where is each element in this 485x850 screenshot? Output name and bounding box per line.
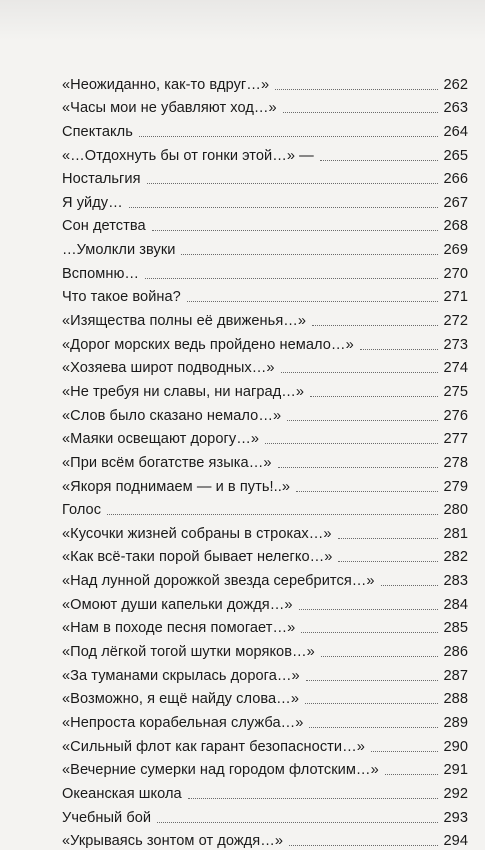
- toc-entry-page-number: 284: [444, 596, 469, 614]
- toc-entry-title: Спектакль: [62, 123, 133, 141]
- dot-leader: [301, 632, 437, 633]
- toc-entry-title: «Возможно, я ещё найду слова…»: [62, 690, 299, 708]
- toc-entry: [62, 401, 468, 425]
- toc-entry-title: «За туманами скрылась дорога…»: [62, 667, 300, 685]
- toc-entry-page-number: 294: [444, 832, 469, 850]
- dot-leader: [371, 751, 438, 752]
- toc-entry-page-number: 282: [444, 548, 469, 566]
- toc-entry-page-number: 279: [444, 478, 469, 496]
- toc-entry-title: «Сильный флот как гарант безопасности…»: [62, 738, 365, 756]
- toc-entry: [62, 141, 468, 165]
- dot-leader: [152, 230, 438, 231]
- toc-entry-title: Ностальгия: [62, 170, 141, 188]
- toc-entry: [62, 803, 468, 827]
- dot-leader: [305, 703, 438, 704]
- toc-entry-title: «Изящества полны её движенья…»: [62, 312, 306, 330]
- dot-leader: [147, 183, 438, 184]
- toc-entry-title: «Нам в походе песня помогает…»: [62, 619, 295, 637]
- dot-leader: [321, 656, 438, 657]
- toc-entry: [62, 614, 468, 638]
- toc-entry-page-number: 286: [444, 643, 469, 661]
- toc-entry-page-number: 273: [444, 336, 469, 354]
- toc-entry-page-number: 274: [444, 359, 469, 377]
- toc-entry: [62, 448, 468, 472]
- toc-entry-title: «Вечерние сумерки над городом флотским…»: [62, 761, 379, 779]
- dot-leader: [278, 467, 438, 468]
- toc-entry-title: «Маяки освещают дорогу…»: [62, 430, 259, 448]
- dot-leader: [299, 609, 438, 610]
- dot-leader: [338, 538, 438, 539]
- toc-entry-title: Океанская школа: [62, 785, 182, 803]
- dot-leader: [107, 514, 437, 515]
- toc-entry-title: «Кусочки жизней собраны в строках…»: [62, 525, 332, 543]
- toc-entry: [62, 235, 468, 259]
- dot-leader: [296, 491, 438, 492]
- toc-entry-title: …Умолкли звуки: [62, 241, 175, 259]
- toc-entry: [62, 212, 468, 236]
- toc-entry-page-number: 277: [444, 430, 469, 448]
- toc-entry: [62, 188, 468, 212]
- toc-entry-title: Голос: [62, 501, 101, 519]
- toc-entry: [62, 732, 468, 756]
- dot-leader: [265, 443, 437, 444]
- toc-entry-page-number: 266: [444, 170, 469, 188]
- toc-entry: [62, 94, 468, 118]
- toc-entry-page-number: 276: [444, 407, 469, 425]
- toc-entry-title: Учебный бой: [62, 809, 151, 827]
- toc-entry-page-number: 287: [444, 667, 469, 685]
- toc-entry: [62, 165, 468, 189]
- page-top-shadow: [0, 0, 485, 40]
- dot-leader: [312, 325, 437, 326]
- dot-leader: [281, 372, 438, 373]
- toc-entry-page-number: 280: [444, 501, 469, 519]
- dot-leader: [139, 136, 438, 137]
- dot-leader: [381, 585, 438, 586]
- toc-entry-title: Что такое война?: [62, 288, 181, 306]
- toc-entry-title: «Под лёгкой тогой шутки моряков…»: [62, 643, 315, 661]
- toc-entry: [62, 685, 468, 709]
- toc-entry-title: «Непроста корабельная служба…»: [62, 714, 303, 732]
- toc-entry: [62, 543, 468, 567]
- dot-leader: [275, 89, 437, 90]
- toc-entry-title: «Над лунной дорожкой звезда серебрится…»: [62, 572, 375, 590]
- toc-entry: [62, 283, 468, 307]
- toc-entry: [62, 70, 468, 94]
- toc-entry-page-number: 290: [444, 738, 469, 756]
- toc-entry-title: «Укрываясь зонтом от дождя…»: [62, 832, 283, 850]
- toc-entry-title: «Хозяева широт подводных…»: [62, 359, 275, 377]
- dot-leader: [145, 278, 437, 279]
- toc-entry: [62, 330, 468, 354]
- toc-entry-title: Я уйду…: [62, 194, 123, 212]
- toc-entry-title: «…Отдохнуть бы от гонки этой…» —: [62, 147, 314, 165]
- toc-entry-page-number: 262: [444, 76, 469, 94]
- toc-entry-title: «Часы мои не убавляют ход…»: [62, 99, 277, 117]
- toc-entry: [62, 566, 468, 590]
- toc-entry: [62, 425, 468, 449]
- toc-entry: [62, 259, 468, 283]
- dot-leader: [338, 561, 437, 562]
- toc-entry: [62, 519, 468, 543]
- dot-leader: [289, 845, 437, 846]
- toc-entry: [62, 472, 468, 496]
- toc-entry: [62, 590, 468, 614]
- toc-entry-page-number: 283: [444, 572, 469, 590]
- dot-leader: [306, 680, 438, 681]
- dot-leader: [188, 798, 438, 799]
- dot-leader: [181, 254, 437, 255]
- toc-entry-page-number: 268: [444, 217, 469, 235]
- toc-entry-title: «Дорог морских ведь пройдено немало…»: [62, 336, 354, 354]
- dot-leader: [360, 349, 438, 350]
- dot-leader: [157, 822, 437, 823]
- dot-leader: [129, 207, 438, 208]
- toc-entry: [62, 661, 468, 685]
- toc-entry: [62, 354, 468, 378]
- toc-entry: [62, 708, 468, 732]
- toc-entry-page-number: 293: [444, 809, 469, 827]
- toc-entry: [62, 306, 468, 330]
- dot-leader: [309, 727, 437, 728]
- toc-entry-page-number: 288: [444, 690, 469, 708]
- toc-entry: [62, 779, 468, 803]
- toc-entry-page-number: 275: [444, 383, 469, 401]
- toc-entry: [62, 827, 468, 850]
- dot-leader: [283, 112, 438, 113]
- toc-entry: [62, 496, 468, 520]
- toc-entry-page-number: 264: [444, 123, 469, 141]
- dot-leader: [320, 160, 438, 161]
- toc-entry-page-number: 272: [444, 312, 469, 330]
- toc-entry-page-number: 265: [444, 147, 469, 165]
- toc-entry-page-number: 271: [444, 288, 469, 306]
- toc-entry: [62, 756, 468, 780]
- toc-entry-page-number: 285: [444, 619, 469, 637]
- toc-entry-page-number: 281: [444, 525, 469, 543]
- toc-entry-title: «Неожиданно, как-то вдруг…»: [62, 76, 269, 94]
- toc-entry-title: «Якоря поднимаем — и в путь!..»: [62, 478, 290, 496]
- toc-entry-page-number: 270: [444, 265, 469, 283]
- toc-entry-title: Вспомню…: [62, 265, 139, 283]
- toc-entry-title: «Омоют души капельки дождя…»: [62, 596, 293, 614]
- toc-entry: [62, 377, 468, 401]
- toc-entry-title: «Не требуя ни славы, ни наград…»: [62, 383, 304, 401]
- toc-entry: [62, 117, 468, 141]
- table-of-contents: [62, 70, 468, 850]
- dot-leader: [187, 301, 438, 302]
- dot-leader: [310, 396, 437, 397]
- toc-entry-page-number: 292: [444, 785, 469, 803]
- toc-entry-page-number: 269: [444, 241, 469, 259]
- toc-entry-title: «Слов было сказано немало…»: [62, 407, 281, 425]
- dot-leader: [287, 420, 437, 421]
- toc-entry-page-number: 267: [444, 194, 469, 212]
- toc-entry-title: «Как всё-таки порой бывает нелегко…»: [62, 548, 332, 566]
- toc-entry-page-number: 263: [444, 99, 469, 117]
- toc-entry-page-number: 291: [444, 761, 469, 779]
- dot-leader: [385, 774, 438, 775]
- toc-entry: [62, 637, 468, 661]
- toc-entry-title: Сон детства: [62, 217, 146, 235]
- toc-entry-page-number: 278: [444, 454, 469, 472]
- toc-entry-title: «При всём богатстве языка…»: [62, 454, 272, 472]
- toc-entry-page-number: 289: [444, 714, 469, 732]
